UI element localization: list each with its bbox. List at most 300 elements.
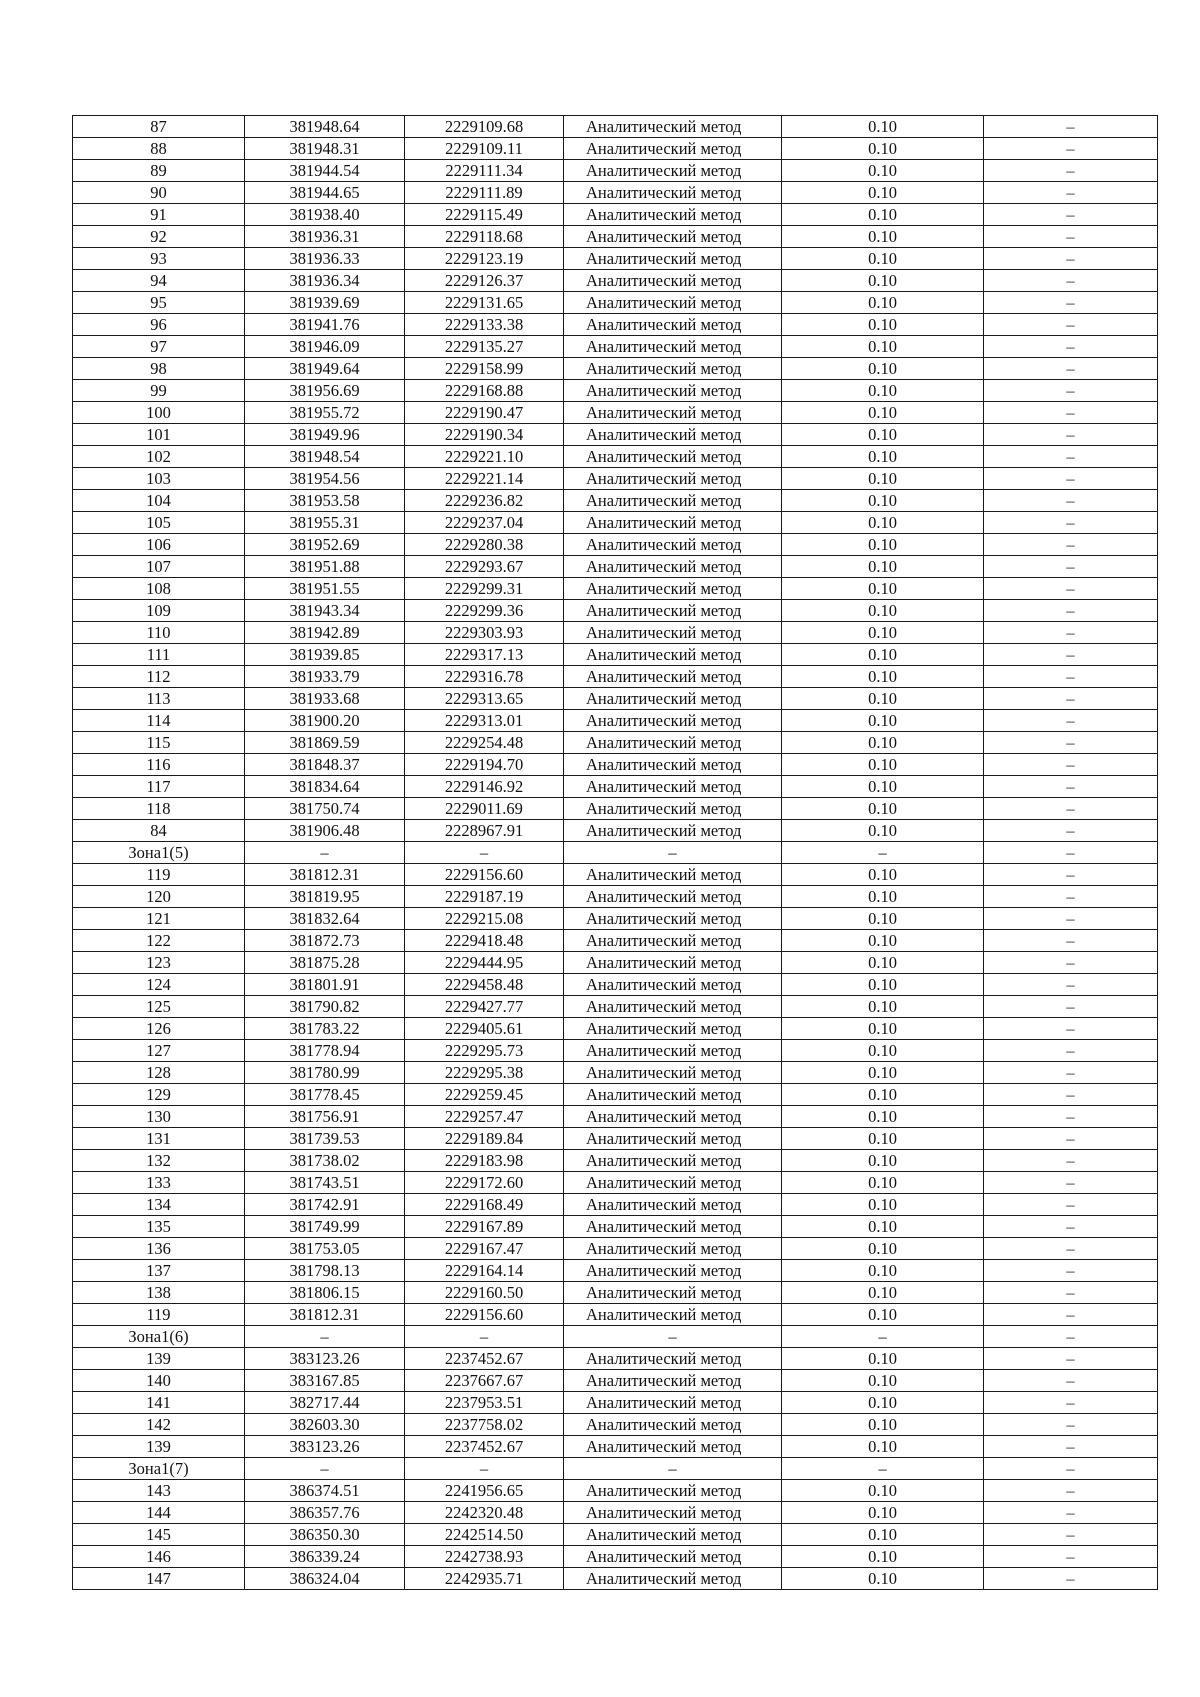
accuracy-cell: 0.10 [782, 754, 984, 776]
x-coordinate-cell: 381743.51 [245, 1172, 405, 1194]
description-cell: – [984, 798, 1158, 820]
accuracy-cell: 0.10 [782, 1546, 984, 1568]
method-cell: Аналитический метод [564, 556, 782, 578]
y-coordinate-cell: 2229236.82 [405, 490, 564, 512]
x-coordinate-cell: 381872.73 [245, 930, 405, 952]
x-coordinate-cell: 381738.02 [245, 1150, 405, 1172]
y-coordinate-cell: 2229254.48 [405, 732, 564, 754]
description-cell: – [984, 1326, 1158, 1348]
y-coordinate-cell: 2229168.88 [405, 380, 564, 402]
method-cell: Аналитический метод [564, 336, 782, 358]
y-coordinate-cell: 2242738.93 [405, 1546, 564, 1568]
x-coordinate-cell: 381944.65 [245, 182, 405, 204]
description-cell: – [984, 732, 1158, 754]
x-coordinate-cell: 381848.37 [245, 754, 405, 776]
x-coordinate-cell: 381955.72 [245, 402, 405, 424]
point-number-cell: 136 [73, 1238, 245, 1260]
description-cell: – [984, 754, 1158, 776]
zone-header-row [73, 1458, 1158, 1480]
zone-header-row [73, 842, 1158, 864]
coordinates-table [72, 115, 1158, 1590]
accuracy-cell: 0.10 [782, 1524, 984, 1546]
method-cell: Аналитический метод [564, 1238, 782, 1260]
y-coordinate-cell: 2229299.31 [405, 578, 564, 600]
description-cell: – [984, 534, 1158, 556]
y-coordinate-cell: 2229156.60 [405, 1304, 564, 1326]
accuracy-cell: 0.10 [782, 996, 984, 1018]
x-coordinate-cell: 381948.31 [245, 138, 405, 160]
y-coordinate-cell: 2229111.89 [405, 182, 564, 204]
point-number-cell: 128 [73, 1062, 245, 1084]
method-cell: Аналитический метод [564, 578, 782, 600]
table-row [73, 1084, 1158, 1106]
table-row [73, 556, 1158, 578]
description-cell: – [984, 1414, 1158, 1436]
point-number-cell: 113 [73, 688, 245, 710]
x-coordinate-cell: 381936.31 [245, 226, 405, 248]
table-row [73, 864, 1158, 886]
table-row [73, 622, 1158, 644]
description-cell: – [984, 292, 1158, 314]
description-cell: – [984, 1304, 1158, 1326]
y-coordinate-cell: 2229109.68 [405, 116, 564, 138]
y-coordinate-cell: 2229317.13 [405, 644, 564, 666]
point-number-cell: 91 [73, 204, 245, 226]
x-coordinate-cell: 381946.09 [245, 336, 405, 358]
x-coordinate-cell: 382603.30 [245, 1414, 405, 1436]
point-number-cell: 87 [73, 116, 245, 138]
method-cell: Аналитический метод [564, 1436, 782, 1458]
method-cell: Аналитический метод [564, 952, 782, 974]
method-cell: Аналитический метод [564, 358, 782, 380]
description-cell: – [984, 358, 1158, 380]
y-coordinate-cell: 2229109.11 [405, 138, 564, 160]
description-cell: – [984, 1194, 1158, 1216]
point-number-cell: 102 [73, 446, 245, 468]
point-number-cell: 116 [73, 754, 245, 776]
method-cell: Аналитический метод [564, 820, 782, 842]
x-coordinate-cell: 381955.31 [245, 512, 405, 534]
y-coordinate-cell: 2237452.67 [405, 1348, 564, 1370]
y-coordinate-cell: 2229172.60 [405, 1172, 564, 1194]
accuracy-cell: 0.10 [782, 908, 984, 930]
table-row [73, 1194, 1158, 1216]
accuracy-cell: 0.10 [782, 666, 984, 688]
table-row [73, 1348, 1158, 1370]
description-cell: – [984, 1392, 1158, 1414]
x-coordinate-cell: 381936.34 [245, 270, 405, 292]
table-row [73, 204, 1158, 226]
description-cell: – [984, 776, 1158, 798]
table-row [73, 1216, 1158, 1238]
x-coordinate-cell: 383123.26 [245, 1348, 405, 1370]
method-cell: Аналитический метод [564, 534, 782, 556]
description-cell: – [984, 446, 1158, 468]
x-coordinate-cell: 381944.54 [245, 160, 405, 182]
description-cell: – [984, 1260, 1158, 1282]
description-cell: – [984, 908, 1158, 930]
point-number-cell: 130 [73, 1106, 245, 1128]
x-coordinate-cell: 381933.68 [245, 688, 405, 710]
description-cell: – [984, 1084, 1158, 1106]
point-number-cell: Зона1(7) [73, 1458, 245, 1480]
x-coordinate-cell: 381812.31 [245, 1304, 405, 1326]
accuracy-cell: 0.10 [782, 490, 984, 512]
y-coordinate-cell: 2229118.68 [405, 226, 564, 248]
x-coordinate-cell: – [245, 1458, 405, 1480]
table-row [73, 1436, 1158, 1458]
zone-header-row [73, 1326, 1158, 1348]
method-cell: Аналитический метод [564, 1480, 782, 1502]
table-row [73, 754, 1158, 776]
table-row [73, 1370, 1158, 1392]
accuracy-cell: 0.10 [782, 248, 984, 270]
table-row [73, 336, 1158, 358]
description-cell: – [984, 248, 1158, 270]
y-coordinate-cell: 2229280.38 [405, 534, 564, 556]
point-number-cell: 88 [73, 138, 245, 160]
table-row [73, 798, 1158, 820]
table-row [73, 1260, 1158, 1282]
point-number-cell: 108 [73, 578, 245, 600]
point-number-cell: 90 [73, 182, 245, 204]
x-coordinate-cell: 382717.44 [245, 1392, 405, 1414]
y-coordinate-cell: 2229293.67 [405, 556, 564, 578]
table-row [73, 1172, 1158, 1194]
method-cell: Аналитический метод [564, 710, 782, 732]
x-coordinate-cell: 381939.85 [245, 644, 405, 666]
method-cell: Аналитический метод [564, 776, 782, 798]
method-cell: Аналитический метод [564, 754, 782, 776]
y-coordinate-cell: 2229313.01 [405, 710, 564, 732]
accuracy-cell: 0.10 [782, 204, 984, 226]
accuracy-cell: 0.10 [782, 468, 984, 490]
table-row [73, 512, 1158, 534]
x-coordinate-cell: 381948.54 [245, 446, 405, 468]
method-cell: Аналитический метод [564, 1216, 782, 1238]
x-coordinate-cell: 381956.69 [245, 380, 405, 402]
table-row [73, 578, 1158, 600]
table-row [73, 402, 1158, 424]
accuracy-cell: 0.10 [782, 600, 984, 622]
point-number-cell: 119 [73, 1304, 245, 1326]
description-cell: – [984, 688, 1158, 710]
method-cell: Аналитический метод [564, 292, 782, 314]
description-cell: – [984, 1128, 1158, 1150]
table-row [73, 776, 1158, 798]
y-coordinate-cell: 2229115.49 [405, 204, 564, 226]
y-coordinate-cell: 2229167.47 [405, 1238, 564, 1260]
description-cell: – [984, 116, 1158, 138]
table-row [73, 138, 1158, 160]
accuracy-cell: 0.10 [782, 138, 984, 160]
method-cell: Аналитический метод [564, 666, 782, 688]
x-coordinate-cell: 381951.55 [245, 578, 405, 600]
point-number-cell: 122 [73, 930, 245, 952]
x-coordinate-cell: 381942.89 [245, 622, 405, 644]
table-row [73, 490, 1158, 512]
method-cell: Аналитический метод [564, 1348, 782, 1370]
y-coordinate-cell: – [405, 1326, 564, 1348]
description-cell: – [984, 204, 1158, 226]
x-coordinate-cell: 386339.24 [245, 1546, 405, 1568]
method-cell: Аналитический метод [564, 600, 782, 622]
method-cell: Аналитический метод [564, 688, 782, 710]
method-cell: Аналитический метод [564, 116, 782, 138]
y-coordinate-cell: 2229444.95 [405, 952, 564, 974]
table-row [73, 666, 1158, 688]
x-coordinate-cell: 381750.74 [245, 798, 405, 820]
description-cell: – [984, 182, 1158, 204]
accuracy-cell: 0.10 [782, 820, 984, 842]
y-coordinate-cell: 2229427.77 [405, 996, 564, 1018]
point-number-cell: 93 [73, 248, 245, 270]
method-cell: Аналитический метод [564, 1084, 782, 1106]
description-cell: – [984, 622, 1158, 644]
description-cell: – [984, 644, 1158, 666]
y-coordinate-cell: 2229295.38 [405, 1062, 564, 1084]
point-number-cell: Зона1(6) [73, 1326, 245, 1348]
x-coordinate-cell: 383167.85 [245, 1370, 405, 1392]
point-number-cell: 132 [73, 1150, 245, 1172]
description-cell: – [984, 556, 1158, 578]
accuracy-cell: 0.10 [782, 1062, 984, 1084]
point-number-cell: 105 [73, 512, 245, 534]
accuracy-cell: 0.10 [782, 1128, 984, 1150]
point-number-cell: 123 [73, 952, 245, 974]
description-cell: – [984, 1040, 1158, 1062]
point-number-cell: 140 [73, 1370, 245, 1392]
point-number-cell: 103 [73, 468, 245, 490]
table-row [73, 1150, 1158, 1172]
x-coordinate-cell: – [245, 842, 405, 864]
point-number-cell: 145 [73, 1524, 245, 1546]
y-coordinate-cell: 2229135.27 [405, 336, 564, 358]
method-cell: Аналитический метод [564, 798, 782, 820]
table-row [73, 732, 1158, 754]
table-row [73, 688, 1158, 710]
description-cell: – [984, 974, 1158, 996]
table-row [73, 116, 1158, 138]
x-coordinate-cell: 381812.31 [245, 864, 405, 886]
point-number-cell: 143 [73, 1480, 245, 1502]
point-number-cell: 110 [73, 622, 245, 644]
point-number-cell: 92 [73, 226, 245, 248]
y-coordinate-cell: 2229259.45 [405, 1084, 564, 1106]
accuracy-cell: 0.10 [782, 182, 984, 204]
y-coordinate-cell: 2229160.50 [405, 1282, 564, 1304]
description-cell: – [984, 424, 1158, 446]
method-cell: Аналитический метод [564, 402, 782, 424]
x-coordinate-cell: 381943.34 [245, 600, 405, 622]
description-cell: – [984, 666, 1158, 688]
accuracy-cell: 0.10 [782, 292, 984, 314]
table-row [73, 886, 1158, 908]
point-number-cell: 139 [73, 1436, 245, 1458]
point-number-cell: 84 [73, 820, 245, 842]
y-coordinate-cell: 2229405.61 [405, 1018, 564, 1040]
x-coordinate-cell: 381819.95 [245, 886, 405, 908]
description-cell: – [984, 996, 1158, 1018]
method-cell: Аналитический метод [564, 974, 782, 996]
y-coordinate-cell: 2229156.60 [405, 864, 564, 886]
method-cell: Аналитический метод [564, 1546, 782, 1568]
table-row [73, 710, 1158, 732]
method-cell: Аналитический метод [564, 908, 782, 930]
accuracy-cell: 0.10 [782, 1414, 984, 1436]
method-cell: Аналитический метод [564, 1304, 782, 1326]
point-number-cell: 126 [73, 1018, 245, 1040]
y-coordinate-cell: – [405, 1458, 564, 1480]
table-row [73, 1106, 1158, 1128]
x-coordinate-cell: 381952.69 [245, 534, 405, 556]
description-cell: – [984, 490, 1158, 512]
accuracy-cell: – [782, 1458, 984, 1480]
point-number-cell: 118 [73, 798, 245, 820]
method-cell: Аналитический метод [564, 996, 782, 1018]
y-coordinate-cell: 2242320.48 [405, 1502, 564, 1524]
y-coordinate-cell: 2229168.49 [405, 1194, 564, 1216]
description-cell: – [984, 1062, 1158, 1084]
table-row [73, 644, 1158, 666]
y-coordinate-cell: 2237667.67 [405, 1370, 564, 1392]
accuracy-cell: 0.10 [782, 1194, 984, 1216]
y-coordinate-cell: 2229418.48 [405, 930, 564, 952]
table-row [73, 952, 1158, 974]
method-cell: Аналитический метод [564, 270, 782, 292]
point-number-cell: 142 [73, 1414, 245, 1436]
coordinates-table-body [73, 116, 1158, 1590]
method-cell: Аналитический метод [564, 468, 782, 490]
point-number-cell: 104 [73, 490, 245, 512]
method-cell: Аналитический метод [564, 226, 782, 248]
point-number-cell: 109 [73, 600, 245, 622]
accuracy-cell: 0.10 [782, 446, 984, 468]
y-coordinate-cell: 2229189.84 [405, 1128, 564, 1150]
description-cell: – [984, 820, 1158, 842]
description-cell: – [984, 138, 1158, 160]
description-cell: – [984, 1238, 1158, 1260]
x-coordinate-cell: 381906.48 [245, 820, 405, 842]
y-coordinate-cell: 2229221.10 [405, 446, 564, 468]
accuracy-cell: 0.10 [782, 1150, 984, 1172]
table-row [73, 226, 1158, 248]
accuracy-cell: 0.10 [782, 776, 984, 798]
method-cell: Аналитический метод [564, 1414, 782, 1436]
point-number-cell: 95 [73, 292, 245, 314]
point-number-cell: 119 [73, 864, 245, 886]
point-number-cell: 144 [73, 1502, 245, 1524]
accuracy-cell: 0.10 [782, 1106, 984, 1128]
method-cell: Аналитический метод [564, 248, 782, 270]
x-coordinate-cell: 381954.56 [245, 468, 405, 490]
y-coordinate-cell: 2229221.14 [405, 468, 564, 490]
point-number-cell: 124 [73, 974, 245, 996]
y-coordinate-cell: 2229131.65 [405, 292, 564, 314]
accuracy-cell: 0.10 [782, 1480, 984, 1502]
accuracy-cell: 0.10 [782, 336, 984, 358]
y-coordinate-cell: 2237758.02 [405, 1414, 564, 1436]
table-row [73, 1546, 1158, 1568]
table-row [73, 270, 1158, 292]
table-row [73, 1568, 1158, 1590]
x-coordinate-cell: 381778.94 [245, 1040, 405, 1062]
x-coordinate-cell: 381948.64 [245, 116, 405, 138]
description-cell: – [984, 930, 1158, 952]
table-row [73, 1392, 1158, 1414]
y-coordinate-cell: 2229299.36 [405, 600, 564, 622]
description-cell: – [984, 842, 1158, 864]
point-number-cell: 135 [73, 1216, 245, 1238]
y-coordinate-cell: 2229194.70 [405, 754, 564, 776]
point-number-cell: 134 [73, 1194, 245, 1216]
accuracy-cell: 0.10 [782, 1568, 984, 1590]
description-cell: – [984, 380, 1158, 402]
point-number-cell: 133 [73, 1172, 245, 1194]
y-coordinate-cell: 2237452.67 [405, 1436, 564, 1458]
method-cell: Аналитический метод [564, 1018, 782, 1040]
table-row [73, 600, 1158, 622]
description-cell: – [984, 1480, 1158, 1502]
description-cell: – [984, 1150, 1158, 1172]
table-row [73, 908, 1158, 930]
y-coordinate-cell: 2228967.91 [405, 820, 564, 842]
description-cell: – [984, 600, 1158, 622]
point-number-cell: 99 [73, 380, 245, 402]
accuracy-cell: 0.10 [782, 644, 984, 666]
accuracy-cell: 0.10 [782, 1172, 984, 1194]
x-coordinate-cell: 381832.64 [245, 908, 405, 930]
method-cell: Аналитический метод [564, 160, 782, 182]
accuracy-cell: 0.10 [782, 380, 984, 402]
description-cell: – [984, 1546, 1158, 1568]
description-cell: – [984, 402, 1158, 424]
table-row [73, 1414, 1158, 1436]
description-cell: – [984, 578, 1158, 600]
y-coordinate-cell: 2242935.71 [405, 1568, 564, 1590]
y-coordinate-cell: 2237953.51 [405, 1392, 564, 1414]
y-coordinate-cell: 2229215.08 [405, 908, 564, 930]
method-cell: Аналитический метод [564, 1370, 782, 1392]
description-cell: – [984, 952, 1158, 974]
y-coordinate-cell: 2229458.48 [405, 974, 564, 996]
method-cell: Аналитический метод [564, 1568, 782, 1590]
method-cell: Аналитический метод [564, 1260, 782, 1282]
point-number-cell: 131 [73, 1128, 245, 1150]
method-cell: Аналитический метод [564, 314, 782, 336]
accuracy-cell: 0.10 [782, 1040, 984, 1062]
table-row [73, 996, 1158, 1018]
description-cell: – [984, 512, 1158, 534]
x-coordinate-cell: 381953.58 [245, 490, 405, 512]
point-number-cell: 125 [73, 996, 245, 1018]
table-row [73, 1062, 1158, 1084]
x-coordinate-cell: 381778.45 [245, 1084, 405, 1106]
y-coordinate-cell: 2229303.93 [405, 622, 564, 644]
accuracy-cell: 0.10 [782, 424, 984, 446]
description-cell: – [984, 1524, 1158, 1546]
table-row [73, 248, 1158, 270]
point-number-cell: 106 [73, 534, 245, 556]
point-number-cell: 101 [73, 424, 245, 446]
x-coordinate-cell: 381783.22 [245, 1018, 405, 1040]
y-coordinate-cell: 2229257.47 [405, 1106, 564, 1128]
y-coordinate-cell: 2229295.73 [405, 1040, 564, 1062]
x-coordinate-cell: 381756.91 [245, 1106, 405, 1128]
accuracy-cell: 0.10 [782, 1216, 984, 1238]
x-coordinate-cell: 381742.91 [245, 1194, 405, 1216]
point-number-cell: 100 [73, 402, 245, 424]
